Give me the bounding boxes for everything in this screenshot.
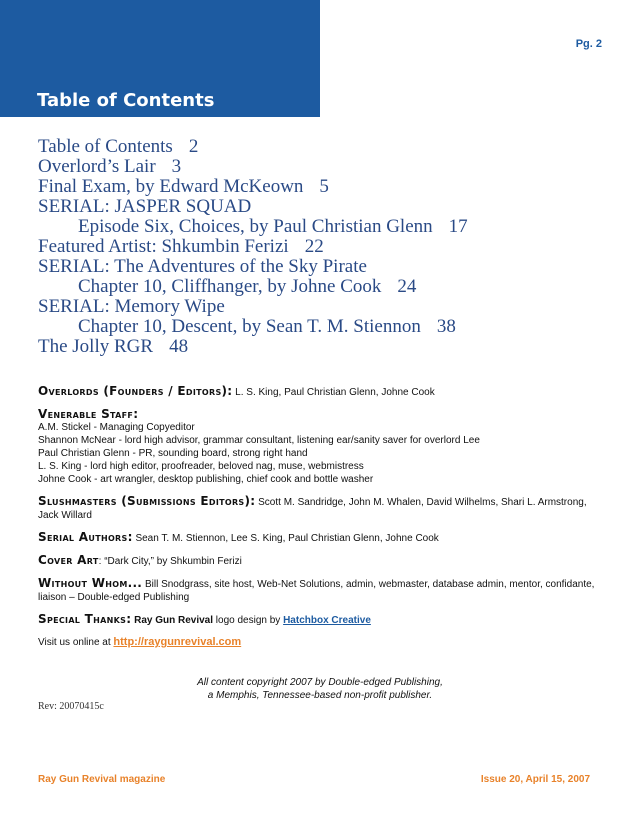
toc-entry xyxy=(38,217,618,237)
toc-entry-title: The Jolly RGR xyxy=(38,336,154,357)
without-whom-label: Without Whom... xyxy=(38,576,143,590)
without-whom-section xyxy=(38,577,603,604)
toc-entry xyxy=(38,337,618,357)
staff-line: Paul Christian Glenn - PR, sounding board, strong right hand xyxy=(38,448,308,459)
credits-section xyxy=(38,385,603,658)
toc-entry-page: 5 xyxy=(319,176,329,197)
serial-authors-label: Serial Authors: xyxy=(38,530,133,544)
toc-entry-page: 38 xyxy=(436,316,456,337)
website-link[interactable]: http://raygunrevival.com xyxy=(113,636,242,648)
overlords-names: L. S. King, Paul Christian Glenn, Johne Cook xyxy=(235,387,435,398)
toc-entry xyxy=(38,137,618,157)
toc-entry xyxy=(38,317,618,337)
toc-entry xyxy=(38,237,618,257)
toc-entry-page: 3 xyxy=(171,156,182,177)
toc-entry-title: Chapter 10, Cliffhanger, by Johne Cook xyxy=(78,276,382,297)
toc-entry-page: 24 xyxy=(397,276,417,297)
toc-entry xyxy=(38,157,618,177)
toc-entry-title: Final Exam, by Edward McKeown xyxy=(38,176,304,197)
toc-entry xyxy=(38,177,618,197)
footer-magazine-name: Ray Gun Revival magazine xyxy=(38,774,166,785)
overlords-label: Overlords (Founders / Editors): xyxy=(38,384,233,398)
toc-entry-page: 17 xyxy=(448,216,468,237)
footer-issue: Issue 20, April 15, 2007 xyxy=(480,774,590,785)
revision-label: Rev: 20070415c xyxy=(38,701,104,712)
venerable-staff-section xyxy=(38,408,603,486)
toc-entry-title: Episode Six, Choices, by Paul Christian Glenn xyxy=(78,216,433,237)
toc-entry-title: SERIAL: The Adventures of the Sky Pirate xyxy=(38,256,367,277)
visit-prefix: Visit us online at xyxy=(38,637,111,648)
toc-entry xyxy=(38,257,618,277)
toc-entry-title: Overlord’s Lair xyxy=(38,156,156,177)
slushmasters-section xyxy=(38,495,603,522)
copyright-line: a Memphis, Tennessee-based non-profit publisher. xyxy=(207,690,433,701)
overlords-section xyxy=(38,385,603,399)
page-title: Table of Contents xyxy=(37,90,215,111)
toc-entry-title: SERIAL: Memory Wipe xyxy=(38,296,225,317)
slushmasters-label: Slushmasters (Submissions Editors): xyxy=(38,494,256,508)
toc-entry-title: Featured Artist: Shkumbin Ferizi xyxy=(38,236,289,257)
cover-art-text: : “Dark City,” by Shkumbin Ferizi xyxy=(98,556,242,567)
serial-authors-names: Sean T. M. Stiennon, Lee S. King, Paul Christian Glenn, Johne Cook xyxy=(135,533,439,544)
copyright-line: All content copyright 2007 by Double-edged Publishing, xyxy=(197,677,443,688)
serial-authors-section xyxy=(38,531,603,545)
toc-entry-page: 48 xyxy=(169,336,189,357)
table-of-contents xyxy=(38,137,618,357)
toc-entry xyxy=(38,277,618,297)
copyright-notice xyxy=(160,676,480,702)
special-thanks-section xyxy=(38,613,603,627)
staff-line: L. S. King - lord high editor, proofreader, beloved nag, muse, webmistress xyxy=(38,461,364,472)
staff-line: Johne Cook - art wrangler, desktop publishing, chief cook and bottle washer xyxy=(38,474,374,485)
toc-entry-title: Table of Contents xyxy=(38,136,173,157)
hatchbox-link[interactable]: Hatchbox Creative xyxy=(283,615,371,626)
without-whom-text: Bill Snodgrass, site host, Web-Net Solutions, admin, webmaster, database admin, mentor, confidante, liaison – Double-edged Publishing xyxy=(38,579,595,603)
special-thanks-label: Special Thanks: xyxy=(38,612,132,626)
special-thanks-text: logo design by xyxy=(215,615,281,626)
toc-entry-title: SERIAL: JASPER SQUAD xyxy=(38,196,252,217)
toc-entry xyxy=(38,197,618,217)
visit-section xyxy=(38,636,603,649)
toc-entry-page: 2 xyxy=(188,136,199,157)
toc-entry xyxy=(38,297,618,317)
logo-name: Ray Gun Revival xyxy=(134,615,214,626)
page-number: Pg. 2 xyxy=(575,38,602,50)
staff-line: Shannon McNear - lord high advisor, grammar consultant, listening ear/sanity saver for overlord Lee xyxy=(38,435,480,446)
slushmasters-names: Scott M. Sandridge, John M. Whalen, David Wilhelms, Shari L. Armstrong, Jack Willard xyxy=(38,497,587,521)
cover-art-section xyxy=(38,554,603,568)
venerable-staff-label: Venerable Staff: xyxy=(38,407,139,421)
cover-art-label: Cover Art xyxy=(38,553,99,567)
staff-line: A.M. Stickel - Managing Copyeditor xyxy=(38,422,195,433)
toc-entry-title: Chapter 10, Descent, by Sean T. M. Stiennon xyxy=(78,316,421,337)
header-banner xyxy=(0,0,320,117)
toc-entry-page: 22 xyxy=(304,236,324,257)
